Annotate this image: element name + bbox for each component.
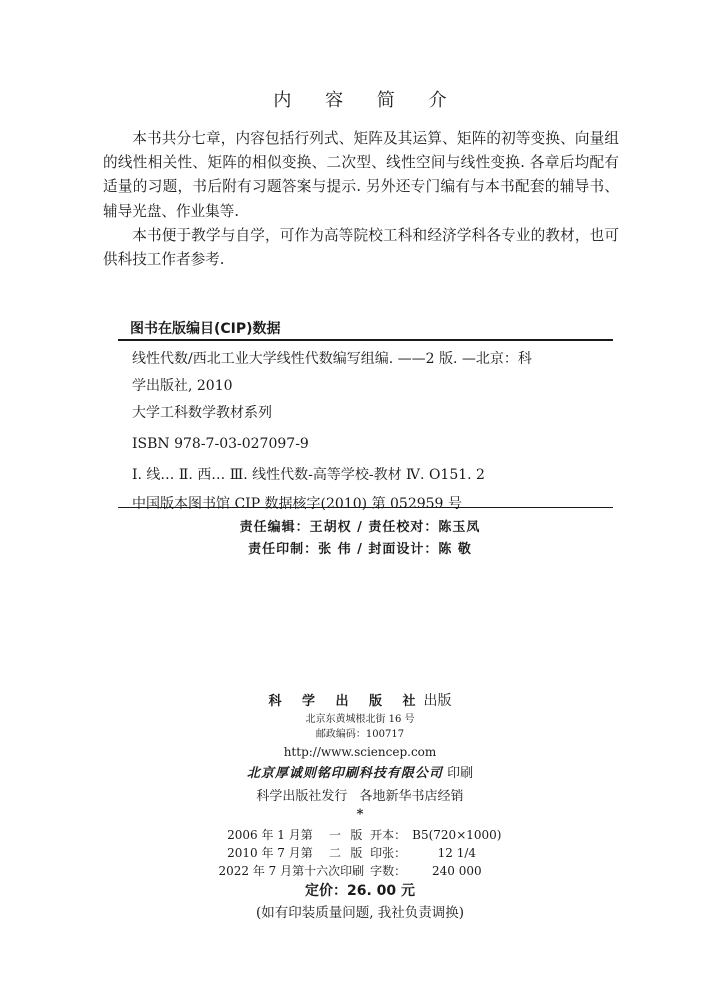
distribution-line: 科学出版社发行 各地新华书店经销 xyxy=(256,789,464,804)
publisher-address: 北京东黄城根北街 16 号 xyxy=(305,714,415,725)
cip-isbn: ISBN 978-7-03-027097-9 xyxy=(132,436,309,452)
publisher-website: http://www.sciencep.com xyxy=(283,745,437,759)
intro-paragraph-1: 本书共分七章，内容包括行列式、矩阵及其运算、矩阵的初等变换、向量组的线性相关性、矩阵的相似变换、二次型、线性空间与线性变换. 各章后均配有适量的习题，书后附有习题答案与提示. 另外还专门编有与本书配套的辅导书、辅导光盘、作业集等. xyxy=(103,130,619,220)
cip-line-1: 线性代数/西北工业大学线性代数编写组编. ——2 版. —北京：科 xyxy=(132,351,532,367)
imprint-block xyxy=(0,690,720,924)
edition-row xyxy=(216,844,505,862)
edition-date: 2010 年 7 月第 xyxy=(227,846,313,860)
edition-date: 2022 年 7 月第十六次印刷 xyxy=(218,864,365,878)
cip-data-block xyxy=(132,346,612,518)
spec-label: 开本： xyxy=(370,828,407,842)
cip-line-2: 学出版社, 2010 xyxy=(132,378,233,394)
edition-kind: 版 xyxy=(350,828,363,842)
page-title: 内 容 简 介 xyxy=(273,90,461,111)
editorial-credits xyxy=(0,517,720,561)
publisher-line xyxy=(0,690,720,712)
spec-value: 12 1/4 xyxy=(437,846,477,860)
publisher-name: 科 学 出 版 社 xyxy=(268,694,424,709)
spec-value: 240 000 xyxy=(432,864,482,878)
printer-name: 北京厚诚则铭印刷科技有限公司 xyxy=(246,766,443,781)
spec-label: 字数： xyxy=(370,864,407,878)
spec-value: B5(720×1000) xyxy=(412,828,502,842)
edition-number: 一 xyxy=(329,828,342,842)
postcode: 邮政编码：100717 xyxy=(315,729,405,740)
credits-line-1: 责任编辑：王胡权 / 责任校对：陈玉凤 xyxy=(239,520,481,535)
edition-number: 二 xyxy=(329,846,342,860)
edition-table xyxy=(216,826,505,880)
edition-row xyxy=(216,826,505,844)
edition-date: 2006 年 1 月第 xyxy=(227,828,313,842)
intro-paragraph-2: 本书便于教学与自学，可作为高等院校工科和经济学科各专业的教材，也可供科技工作者参考. xyxy=(103,226,619,269)
cip-heading: 图书在版编目(CIP)数据 xyxy=(130,321,281,337)
printer-suffix: 印刷 xyxy=(447,766,474,781)
cip-series: 大学工科数学教材系列 xyxy=(132,405,272,421)
printer-line xyxy=(0,762,720,786)
quality-note: (如有印装质量问题, 我社负责调换) xyxy=(255,905,465,921)
book-introduction xyxy=(103,127,619,272)
cip-top-rule xyxy=(118,339,613,341)
price: 定价：26. 00 元 xyxy=(304,883,416,899)
credits-line-2: 责任印制：张 伟 / 封面设计：陈 敬 xyxy=(248,542,472,557)
cip-verification: 中国版本图书馆 CIP 数据核字(2010) 第 052959 号 xyxy=(132,496,462,512)
separator-asterisk: * xyxy=(356,807,364,822)
publisher-suffix: 出版 xyxy=(423,693,452,709)
spec-label: 印张： xyxy=(370,846,407,860)
edition-row xyxy=(216,862,505,880)
edition-kind: 版 xyxy=(350,846,363,860)
cip-classification: Ⅰ. 线… Ⅱ. 西… Ⅲ. 线性代数-高等学校-教材 Ⅳ. O151. 2 xyxy=(132,467,485,483)
cip-bottom-rule xyxy=(118,507,613,508)
